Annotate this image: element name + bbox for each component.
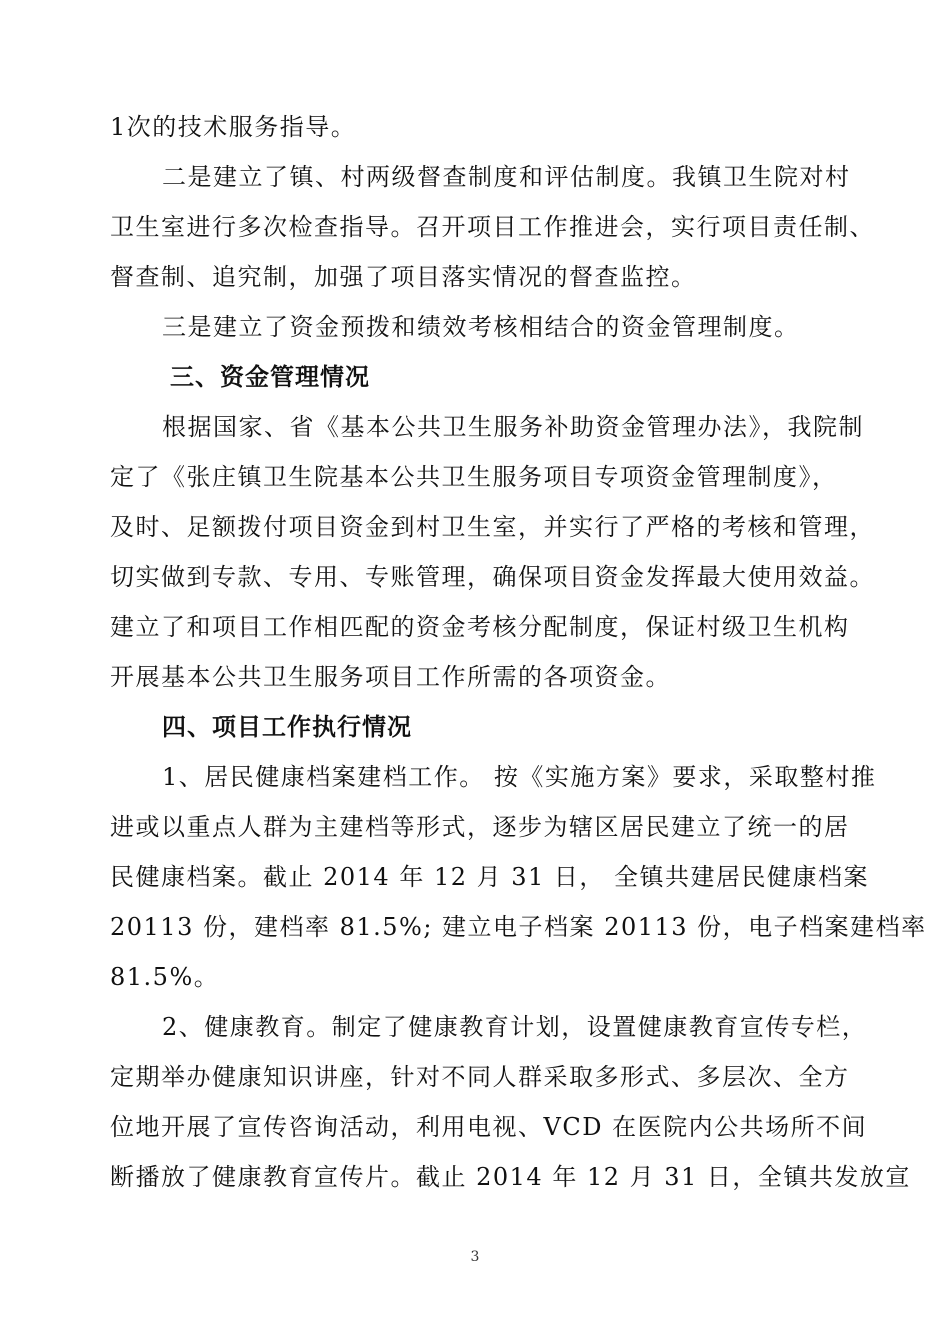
paragraph-line: 开展基本公共卫生服务项目工作所需的各项资金。 (110, 663, 671, 691)
paragraph-line: 20113 份，建档率 81.5%; 建立电子档案 20113 份，电子档案建档率 (110, 913, 927, 941)
paragraph-line: 督查制、追究制，加强了项目落实情况的督查监控。 (110, 263, 697, 291)
paragraph-line: 及时、足额拨付项目资金到村卫生室，并实行了严格的考核和管理， (110, 513, 875, 541)
paragraph-line: 1次的技术服务指导。 (110, 113, 357, 141)
paragraph-line: 建立了和项目工作相匹配的资金考核分配制度，保证村级卫生机构 (110, 613, 850, 641)
paragraph-line: 断播放了健康教育宣传片。截止 2014 年 12 月 31 日，全镇共发放宣 (110, 1163, 911, 1191)
paragraph-line: 民健康档案。截止 2014 年 12 月 31 日， 全镇共建居民健康档案 (110, 863, 870, 891)
page-number: 3 (470, 1249, 480, 1265)
paragraph-line: 定了《张庄镇卫生院基本公共卫生服务项目专项资金管理制度》， (110, 463, 838, 491)
paragraph-line: 2、健康教育。制定了健康教育计划，设置健康教育宣传专栏， (162, 1013, 868, 1041)
paragraph-line: 三是建立了资金预拨和绩效考核相结合的资金管理制度。 (162, 313, 800, 341)
paragraph-line: 二是建立了镇、村两级督查制度和评估制度。我镇卫生院对村 (162, 163, 851, 191)
paragraph-line: 位地开展了宣传咨询活动，利用电视、VCD 在医院内公共场所不间 (110, 1113, 868, 1141)
paragraph-line: 定期举办健康知识讲座，针对不同人群采取多形式、多层次、全方 (110, 1063, 850, 1091)
paragraph-line: 进或以重点人群为主建档等形式，逐步为辖区居民建立了统一的居 (110, 813, 850, 841)
section-heading: 三、资金管理情况 (170, 363, 370, 391)
paragraph-line: 81.5%。 (110, 963, 220, 991)
paragraph-line: 切实做到专款、专用、专账管理，确保项目资金发挥最大使用效益。 (110, 563, 875, 591)
paragraph-line: 根据国家、省《基本公共卫生服务补助资金管理办法》，我院制 (162, 413, 864, 441)
paragraph-line: 1、居民健康档案建档工作。 按《实施方案》要求，采取整村推 (162, 763, 877, 791)
section-heading: 四、项目工作执行情况 (162, 713, 412, 741)
paragraph-line: 卫生室进行多次检查指导。召开项目工作推进会，实行项目责任制、 (110, 213, 875, 241)
